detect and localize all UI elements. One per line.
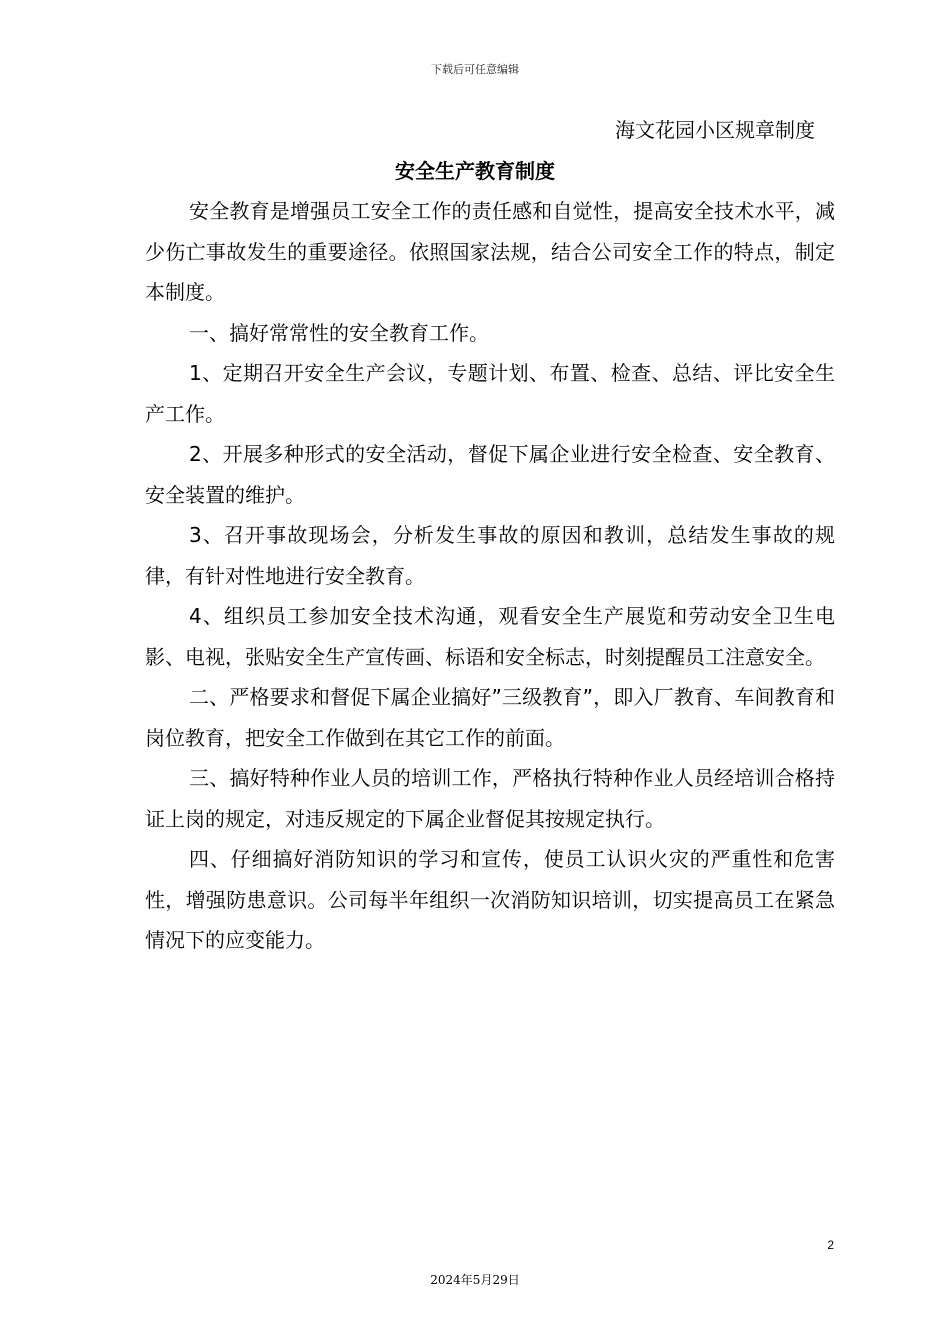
document-body (145, 191, 835, 961)
paragraph-item-4: 4、组织员工参加安全技术沟通，观看安全生产展览和劳动安全卫生电影、电视，张贴安全生产宣传画、标语和安全标志，时刻提醒员工注意安全。 (145, 604, 835, 669)
document-title: 安全生产教育制度 (395, 159, 555, 183)
paragraph-section-4: 四、仔细搞好消防知识的学习和宣传，使员工认识火灾的严重性和危害性，增强防患意识。公司每半年组织一次消防知识培训，切实提高员工在紧急情况下的应变能力。 (145, 847, 835, 952)
paragraph-item-3: 3、召开事故现场会，分析发生事故的原因和教训，总结发生事故的规律，有针对性地进行安全教育。 (145, 523, 835, 588)
page-number: 2 (827, 1238, 834, 1252)
paragraph-section-2: 二、严格要求和督促下属企业搞好”三级教育”，即入厂教育、车间教育和岗位教育，把安全工作做到在其它工作的前面。 (145, 685, 835, 750)
paragraph-item-1: 1、定期召开安全生产会议，专题计划、布置、检查、总结、评比安全生产工作。 (145, 361, 835, 426)
paragraph-section-1-heading: 一、搞好常常性的安全教育工作。 (189, 320, 489, 345)
header-note: 下载后可任意编辑 (431, 63, 519, 76)
document-series-title: 海文花园小区规章制度 (615, 118, 815, 142)
paragraph-item-2: 2、开展多种形式的安全活动，督促下属企业进行安全检查、安全教育、安全装置的维护。 (145, 442, 835, 507)
footer-date: 2024年5月29日 (430, 1273, 520, 1287)
paragraph-section-3: 三、搞好特种作业人员的培训工作，严格执行特种作业人员经培训合格持证上岗的规定，对违反规定的下属企业督促其按规定执行。 (145, 766, 835, 831)
paragraph-intro: 安全教育是增强员工安全工作的责任感和自觉性，提高安全技术水平，减少伤亡事故发生的重要途径。依照国家法规，结合公司安全工作的特点，制定本制度。 (145, 199, 835, 304)
